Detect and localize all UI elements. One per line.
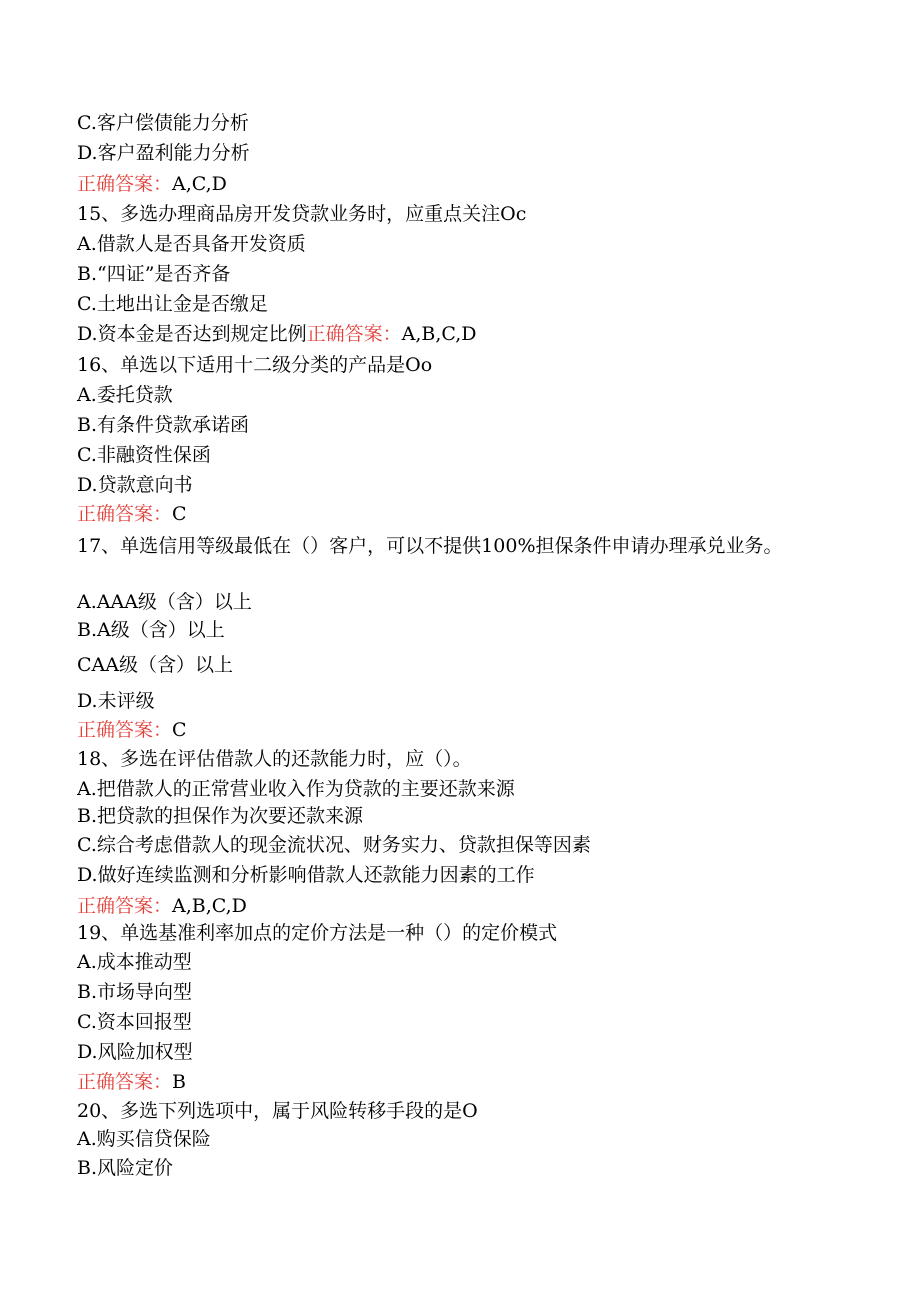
- answer-line: [77, 171, 227, 197]
- answer-value: C: [172, 503, 187, 525]
- option-line: CAA级（含）以上: [77, 654, 233, 676]
- answer-label: 正确答案：: [77, 503, 173, 525]
- answer-label: 正确答案：: [77, 719, 173, 741]
- option-line: C.资本回报型: [77, 1011, 192, 1033]
- option-line: D.做好连续监测和分析影响借款人还款能力因素的工作: [77, 864, 535, 886]
- option-line: A.成本推动型: [77, 951, 192, 973]
- option-line: A.借款人是否具备开发资质: [77, 233, 306, 255]
- answer-value: C: [172, 719, 187, 741]
- option-line: A.把借款人的正常营业收入作为贷款的主要还款来源: [77, 778, 515, 800]
- answer-label: 正确答案：: [77, 173, 173, 195]
- question-line: 19、单选基准利率加点的定价方法是一种（）的定价模式: [77, 922, 558, 944]
- option-line: B.有条件贷款承诺函: [77, 414, 250, 436]
- option-line: A.购买信贷保险: [77, 1128, 211, 1150]
- answer-line: [77, 501, 187, 527]
- answer-value: A,B,C,D: [172, 895, 247, 917]
- question-line: 16、单选以下适用十二级分类的产品是Oo: [77, 354, 433, 376]
- option-answer-line: [77, 321, 477, 347]
- option-line: C.土地出让金是否缴足: [77, 293, 268, 315]
- option-line: A.AAA级（含）以上: [77, 591, 252, 613]
- answer-line: [77, 893, 247, 919]
- option-line: B.“四证”是否齐备: [77, 263, 231, 285]
- option-text: D.资本金是否达到规定比例: [77, 323, 307, 345]
- answer-value: B: [172, 1071, 186, 1093]
- option-line: D.未评级: [77, 690, 155, 712]
- option-line: D.贷款意向书: [77, 474, 193, 496]
- option-line: C.非融资性保函: [77, 444, 211, 466]
- question-line: 17、单选信用等级最低在（）客户，可以不提供100%担保条件申请办理承兑业务。: [77, 535, 783, 557]
- option-line: B.把贷款的担保作为次要还款来源: [77, 805, 364, 827]
- option-line: B.A级（含）以上: [77, 619, 225, 641]
- option-line: B.风险定价: [77, 1157, 174, 1179]
- answer-label: 正确答案：: [77, 1071, 173, 1093]
- answer-line: [77, 1069, 186, 1095]
- option-line: B.市场导向型: [77, 981, 193, 1003]
- option-line: C.客户偿债能力分析: [77, 112, 249, 134]
- question-line: 20、多选下列选项中，属于风险转移手段的是O: [77, 1100, 478, 1122]
- question-line: 15、多选办理商品房开发贷款业务时，应重点关注Oc: [77, 203, 527, 225]
- option-line: D.客户盈利能力分析: [77, 142, 250, 164]
- option-line: D.风险加权型: [77, 1041, 193, 1063]
- question-line: 18、多选在评估借款人的还款能力时，应（）。: [77, 748, 472, 770]
- answer-label: 正确答案：: [77, 895, 173, 917]
- option-line: C.综合考虑借款人的现金流状况、财务实力、贷款担保等因素: [77, 834, 591, 856]
- option-line: A.委托贷款: [77, 384, 173, 406]
- answer-value: A,C,D: [172, 173, 227, 195]
- answer-label: 正确答案：: [306, 323, 402, 345]
- answer-value: A,B,C,D: [401, 323, 477, 345]
- answer-line: [77, 717, 187, 743]
